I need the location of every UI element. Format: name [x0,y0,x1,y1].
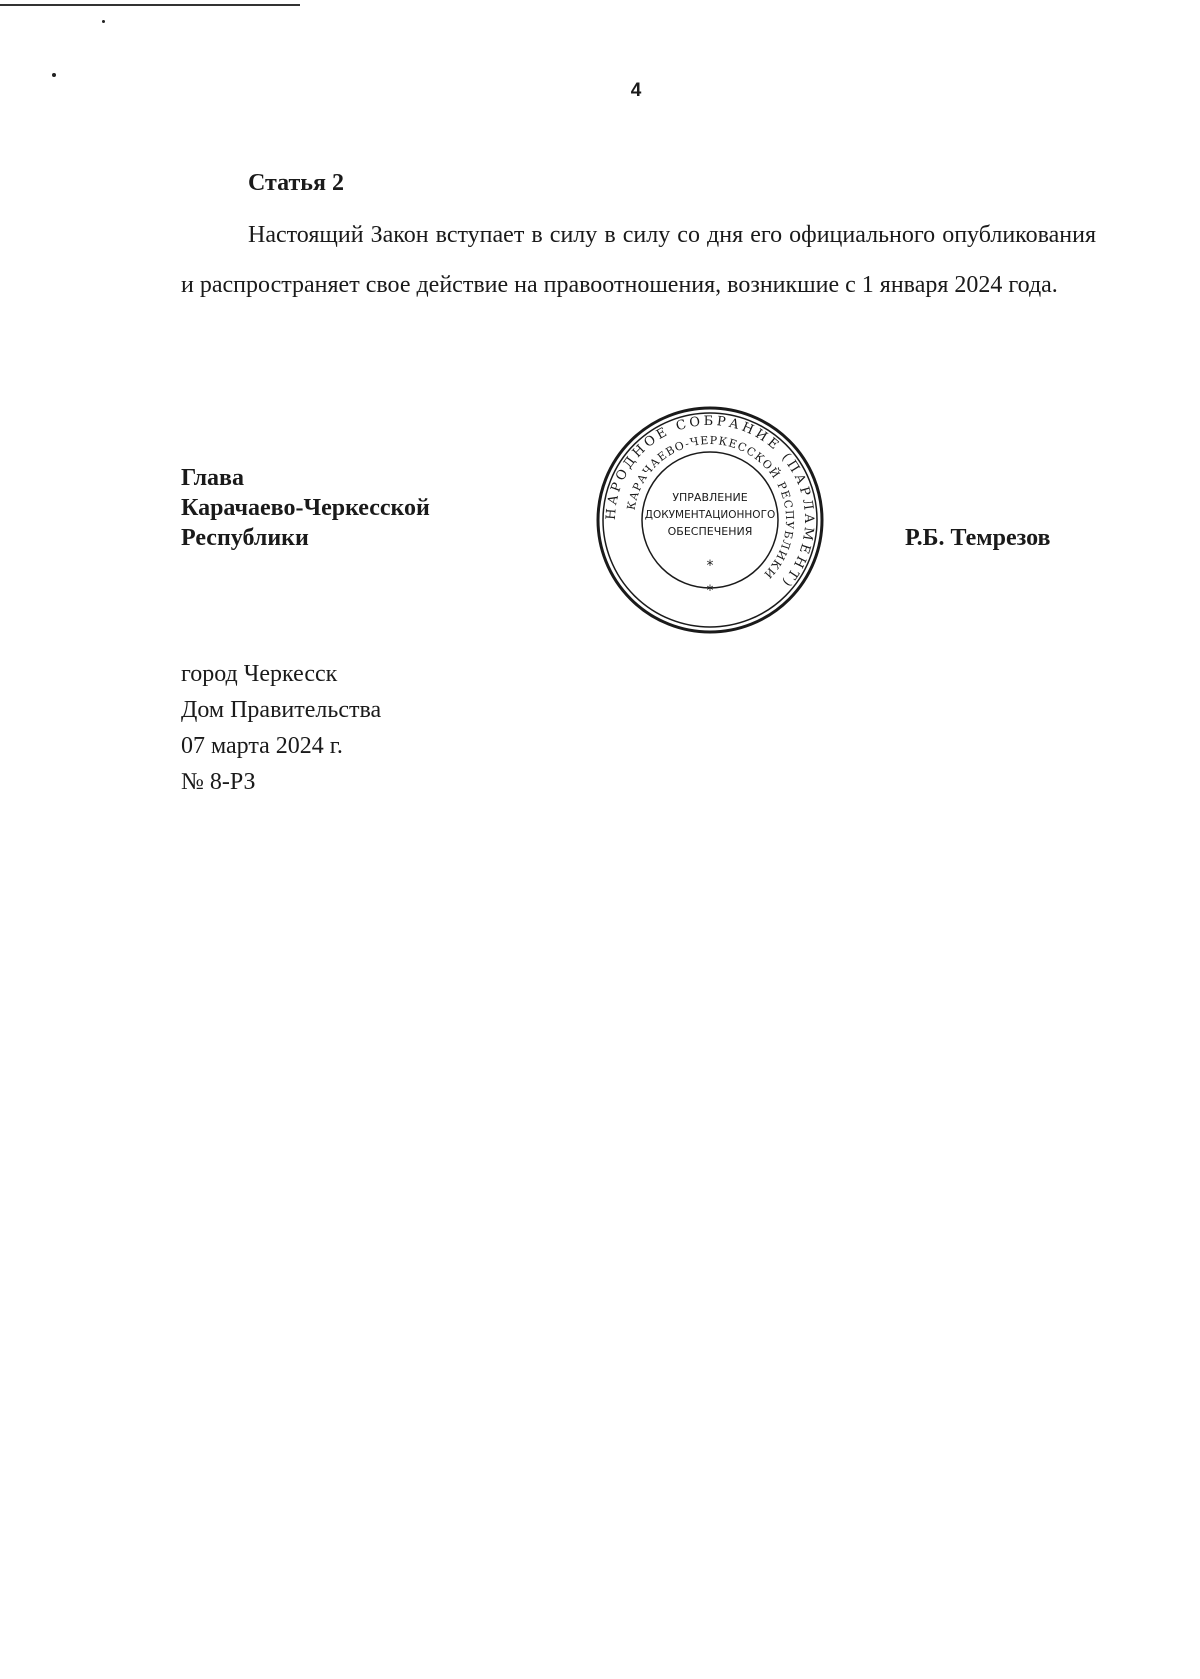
seal-center-line: ОБЕСПЕЧЕНИЯ [667,525,753,538]
document-date: 07 марта 2024 г. [181,733,343,759]
seal-center-line: УПРАВЛЕНИЕ [672,491,748,504]
signatory-title-line: Глава [181,465,244,491]
place-city: город Черкесск [181,661,338,687]
document-number: № 8-РЗ [181,769,256,795]
signatory-title-line: Республики [181,525,309,551]
signatory-title-line: Карачаево-Черкесской [181,495,430,521]
seal-outer-text-path: НАРОДНОЕ СОБРАНИЕ (ПАРЛАМЕНТ) [603,413,817,592]
seal-center-line: ДОКУМЕНТАЦИОННОГО [644,509,776,521]
place-and-date-block [181,656,381,800]
article-body: Настоящий Закон вступает в силу в силу со дня его официального опубликования и распространяет свое действие на правоотношения, возникшие с 1 января 2024 года. [181,222,1096,298]
place-building: Дом Правительства [181,697,382,723]
seal-inner-text-path: КАРАЧАЕВО-ЧЕРКЕССКОЙ РЕСПУБЛИКИ [624,433,797,582]
article-heading: Статья 2 [248,170,344,196]
official-seal [595,405,825,635]
signatory-title [181,463,430,553]
seal-star-icon: * [706,583,714,599]
signatory-name: Р.Б. Темрезов [905,525,1051,551]
scan-artifact-line [0,4,300,6]
scan-artifact-dot [52,73,56,77]
scan-artifact-dot [102,20,105,23]
seal-star-icon: * [706,558,714,574]
page-number: 4 [630,80,642,101]
